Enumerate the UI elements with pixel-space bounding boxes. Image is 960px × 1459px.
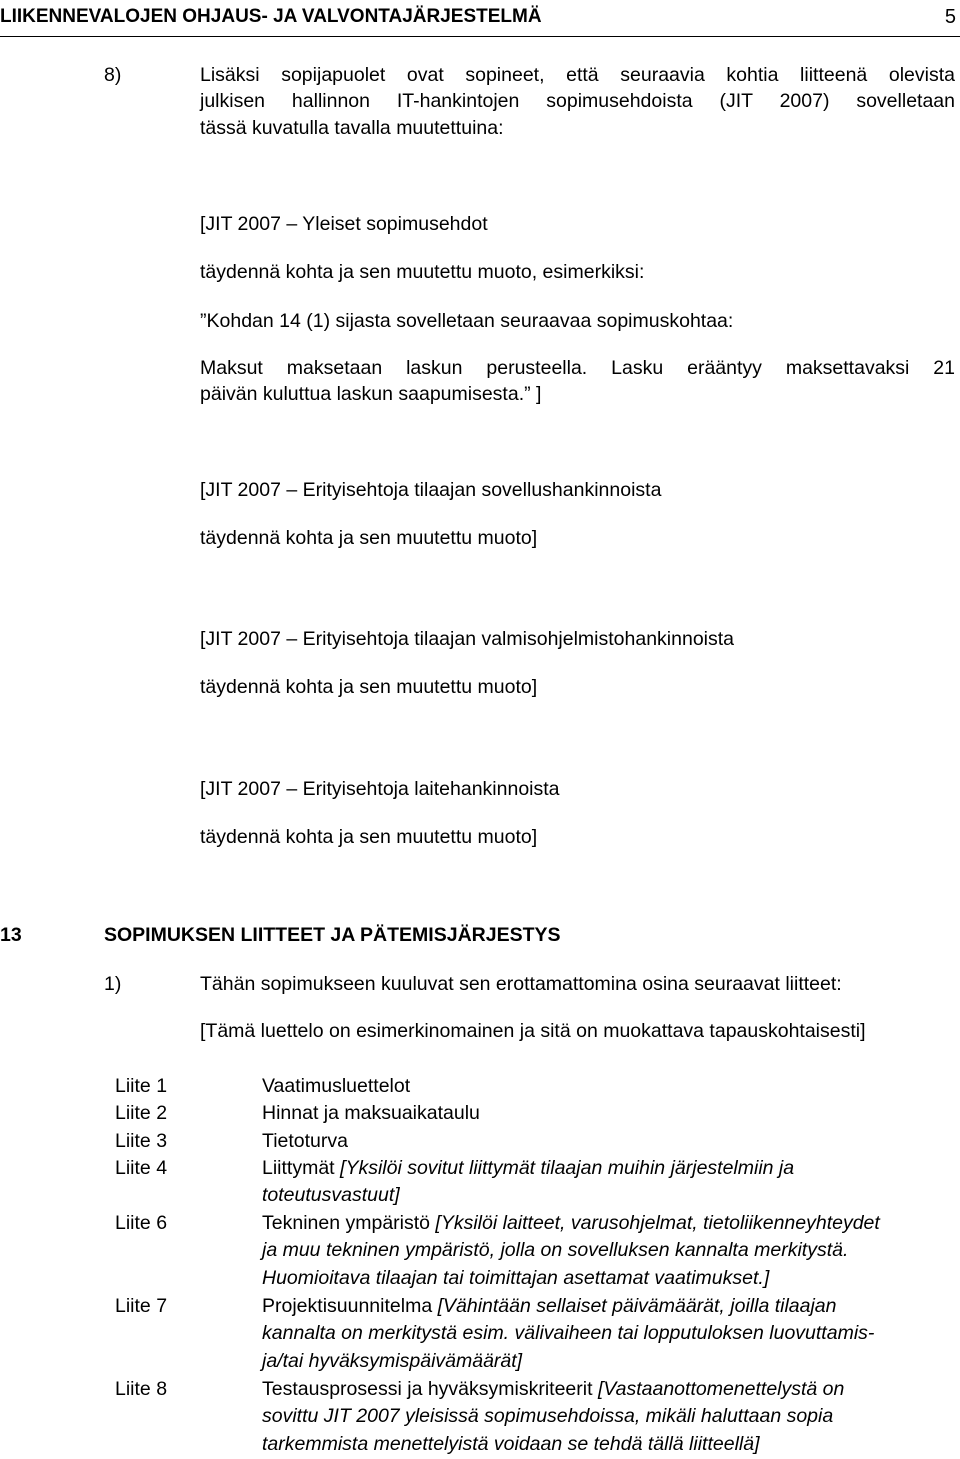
document-header-title: LIIKENNEVALOJEN OHJAUS- JA VALVONTAJÄRJESTELMÄ xyxy=(0,6,542,27)
appendix-note-continued: toteutusvastuut] xyxy=(262,1184,400,1206)
appendix-label: Liite 6 xyxy=(115,1212,168,1234)
item-8-number: 8) xyxy=(104,64,122,86)
appendix-note-continued: kannalta on merkitystä esim. välivaiheen tai lopputuloksen luovuttamis- xyxy=(262,1322,875,1344)
appendix-note-continued: sovittu JIT 2007 yleisissä sopimusehdoissa, mikäli haluttaan sopia xyxy=(262,1405,834,1427)
appendix-name: Vaatimusluettelot xyxy=(262,1075,411,1097)
appendix-label: Liite 7 xyxy=(115,1295,168,1317)
appendix-entry xyxy=(262,1211,880,1235)
appendix-note-continued: tarkemmista menettelyistä voidaan se tehdä tällä liitteellä] xyxy=(262,1433,760,1455)
header-rule xyxy=(0,36,960,37)
appendix-list-note: [Tämä luettelo on esimerkinomainen ja sitä on muokattava tapauskohtaisesti] xyxy=(200,1020,866,1042)
appendix-note-continued: ja muu tekninen ympäristö, jolla on sovelluksen kannalta merkitystä. xyxy=(262,1239,849,1261)
appendix-label: Liite 8 xyxy=(115,1378,168,1400)
jit-application-terms-instruction: täydennä kohta ja sen muutettu muoto] xyxy=(200,527,538,549)
section-13-title: SOPIMUKSEN LIITTEET JA PÄTEMISJÄRJESTYS xyxy=(104,924,561,946)
jit-general-terms-instruction: täydennä kohta ja sen muutettu muoto, esimerkiksi: xyxy=(200,261,645,283)
appendix-note-continued: ja/tai hyväksymispäivämäärät] xyxy=(262,1350,523,1372)
appendix-note: [Yksilöi laitteet, varusohjelmat, tietoliikenneyhteydet xyxy=(435,1212,880,1234)
appendix-name: Liittymät xyxy=(262,1157,341,1179)
item-8-line-1: Lisäksi sopijapuolet ovat sopineet, että seuraavia kohtia liitteenä olevista xyxy=(200,64,955,86)
appendix-name: Tekninen ympäristö xyxy=(262,1212,436,1234)
appendix-label: Liite 4 xyxy=(115,1157,168,1179)
appendix-name: Projektisuunnitelma xyxy=(262,1295,438,1317)
appendix-name: Hinnat ja maksuaikataulu xyxy=(262,1102,480,1124)
section-13-number: 13 xyxy=(0,924,22,946)
jit-general-terms-title: [JIT 2007 – Yleiset sopimusehdot xyxy=(200,213,488,235)
appendix-entry xyxy=(262,1377,844,1401)
appendix-label: Liite 3 xyxy=(115,1130,168,1152)
appendix-name: Tietoturva xyxy=(262,1130,348,1152)
payment-paragraph-line-1: Maksut maksetaan laskun perusteella. Lasku erääntyy maksettavaksi 21 xyxy=(200,357,955,379)
appendix-entry xyxy=(262,1156,794,1180)
item-8-line-2: julkisen hallinnon IT-hankintojen sopimusehdoista (JIT 2007) sovelletaan xyxy=(200,90,955,112)
payment-paragraph-line-2: päivän kuluttua laskun saapumisesta.” ] xyxy=(200,383,542,405)
appendix-note: [Vastaanottomenettelystä on xyxy=(597,1378,845,1400)
section-13-item-1-text: Tähän sopimukseen kuuluvat sen erottamattomina osina seuraavat liitteet: xyxy=(200,973,842,995)
item-8-line-3: tässä kuvatulla tavalla muutettuina: xyxy=(200,117,504,139)
jit-hardware-terms-title: [JIT 2007 – Erityisehtoja laitehankinnoista xyxy=(200,778,560,800)
appendix-label: Liite 2 xyxy=(115,1102,168,1124)
appendix-name: Testausprosessi ja hyväksymiskriteerit xyxy=(262,1378,598,1400)
appendix-entry xyxy=(262,1294,837,1318)
page-number: 5 xyxy=(944,6,956,28)
jit-application-terms-title: [JIT 2007 – Erityisehtoja tilaajan sovellushankinnoista xyxy=(200,479,662,501)
clause-14-quote: ”Kohdan 14 (1) sijasta sovelletaan seuraavaa sopimuskohtaa: xyxy=(200,310,734,332)
section-13-item-1-number: 1) xyxy=(104,973,122,995)
jit-software-terms-title: [JIT 2007 – Erityisehtoja tilaajan valmisohjelmistohankinnoista xyxy=(200,628,735,650)
appendix-label: Liite 1 xyxy=(115,1075,168,1097)
appendix-note: [Vähintään sellaiset päivämäärät, joilla tilaajan xyxy=(437,1295,837,1317)
appendix-note: [Yksilöi sovitut liittymät tilaajan muihin järjestelmiin ja xyxy=(340,1157,795,1179)
jit-hardware-terms-instruction: täydennä kohta ja sen muutettu muoto] xyxy=(200,826,538,848)
appendix-note-continued: Huomioitava tilaajan tai toimittajan asettamat vaatimukset.] xyxy=(262,1267,770,1289)
jit-software-terms-instruction: täydennä kohta ja sen muutettu muoto] xyxy=(200,676,538,698)
